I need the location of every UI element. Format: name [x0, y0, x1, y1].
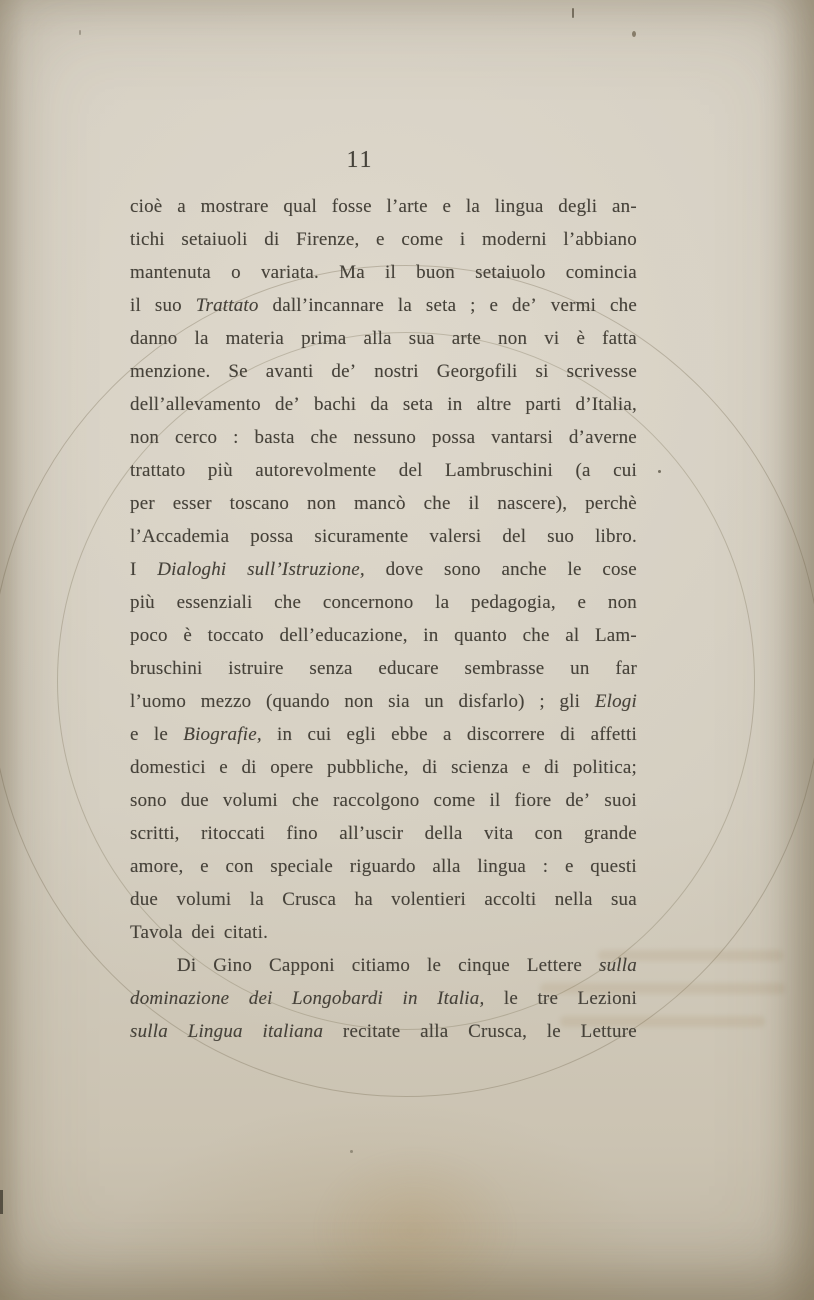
text-line: [130, 454, 637, 487]
word: sono: [444, 559, 481, 580]
word: seta: [402, 394, 434, 415]
word: raccolgono: [333, 790, 420, 811]
word: affetti: [590, 724, 637, 745]
word: a: [177, 196, 186, 217]
italic-word: Lingua: [187, 1021, 243, 1042]
word: il: [489, 790, 501, 811]
word: ebbe: [391, 724, 428, 745]
word: in: [423, 625, 439, 646]
word: che: [423, 493, 451, 514]
word: di: [241, 757, 257, 778]
word: amore,: [130, 856, 184, 877]
word: Georgofili: [436, 361, 518, 382]
italic-word: sull’Istruzione,: [247, 559, 365, 580]
word: dove: [385, 559, 424, 580]
word: che: [291, 790, 319, 811]
word: con: [534, 823, 563, 844]
word: fatta: [602, 328, 637, 349]
word: de’: [331, 361, 357, 382]
italic-word: sulla: [130, 1021, 168, 1042]
word: far: [615, 658, 637, 679]
text-line: [130, 520, 637, 553]
text-line: [130, 487, 637, 520]
word: le: [503, 988, 518, 1009]
word: domestici: [130, 757, 206, 778]
word: l’Accademia: [130, 526, 230, 547]
word: toscano: [229, 493, 290, 514]
word: e: [442, 196, 452, 217]
word: (a: [575, 460, 591, 481]
word: (quando: [265, 691, 330, 712]
word: ha: [354, 889, 373, 910]
word: le: [427, 955, 442, 976]
word: che: [310, 427, 338, 448]
text-line: [130, 718, 637, 751]
word: il: [468, 493, 480, 514]
word: la: [194, 328, 209, 349]
word: e: [219, 757, 228, 778]
word: scrivesse: [566, 361, 637, 382]
italic-word: in: [402, 988, 418, 1009]
text-line: [130, 586, 637, 619]
word: volumi: [176, 889, 232, 910]
word: Di: [176, 955, 197, 976]
word: ritoccati: [201, 823, 266, 844]
word: cioè: [130, 196, 163, 217]
word: vermi: [550, 295, 597, 316]
word: vi: [544, 328, 560, 349]
word: come: [401, 229, 444, 250]
word: cui: [613, 460, 637, 481]
word: non: [307, 493, 337, 514]
word: comincia: [565, 262, 637, 283]
word: :: [233, 427, 239, 448]
page-edge-mark: [0, 1190, 3, 1214]
word: de’: [275, 394, 300, 415]
word: dell’allevamento: [130, 394, 261, 415]
word: citiamo: [351, 955, 411, 976]
word: cinque: [458, 955, 510, 976]
word: le: [567, 559, 582, 580]
word: la: [465, 196, 481, 217]
word: possa: [250, 526, 294, 547]
word: l’abbiano: [563, 229, 637, 250]
text-line: [130, 322, 637, 355]
text-block: [130, 190, 637, 1048]
word: sua: [610, 889, 637, 910]
text-line: [130, 817, 637, 850]
text-line: [130, 223, 637, 256]
word: sembrasse: [464, 658, 545, 679]
word: non: [607, 592, 637, 613]
word: vita: [483, 823, 514, 844]
word: alla: [432, 856, 461, 877]
word: fino: [286, 823, 318, 844]
word: mezzo: [200, 691, 252, 712]
word: trattato: [130, 460, 186, 481]
word: dall’incannare: [272, 295, 384, 316]
word: istruire: [228, 658, 284, 679]
word: un: [570, 658, 590, 679]
word: recitate: [342, 1021, 401, 1042]
word: e: [130, 724, 139, 745]
word: sia: [388, 691, 410, 712]
word: del: [398, 460, 423, 481]
word: d’averne: [568, 427, 637, 448]
paper-speck: [79, 30, 81, 35]
italic-word: italiana: [262, 1021, 324, 1042]
paper-speck: [632, 31, 636, 37]
word: lingua: [477, 856, 527, 877]
word: perchè: [585, 493, 637, 514]
italic-word: Dialoghi: [157, 559, 227, 580]
word: non: [130, 427, 160, 448]
word: degli: [558, 196, 598, 217]
word: setaiuolo: [475, 262, 546, 283]
word: e: [200, 856, 209, 877]
word: parti: [525, 394, 562, 415]
word: Crusca,: [468, 1021, 528, 1042]
word: fiore: [514, 790, 552, 811]
word: possa: [432, 427, 476, 448]
word: il: [130, 295, 141, 316]
word: non: [498, 328, 528, 349]
word: alla: [420, 1021, 449, 1042]
word: dell’educazione,: [279, 625, 408, 646]
italic-word: dei: [248, 988, 273, 1009]
word: prima: [301, 328, 347, 349]
word: moderni: [482, 229, 547, 250]
word: anche: [501, 559, 547, 580]
text-line: [130, 982, 637, 1015]
text-line: [130, 256, 637, 289]
word: an-: [612, 196, 637, 217]
italic-word: Longobardi: [292, 988, 384, 1009]
word: mancò: [354, 493, 406, 514]
word: opere: [270, 757, 314, 778]
word: quanto: [454, 625, 508, 646]
word: :: [542, 856, 549, 877]
word: concernono: [322, 592, 414, 613]
word: volumi: [222, 790, 278, 811]
text-line: [130, 421, 637, 454]
text-line: [130, 685, 637, 718]
word: si: [535, 361, 549, 382]
word: senza: [309, 658, 353, 679]
word: della: [424, 823, 463, 844]
word: la: [249, 889, 264, 910]
word: scritti,: [130, 823, 180, 844]
word: tre: [537, 988, 559, 1009]
word: all’uscir: [339, 823, 404, 844]
word: le: [546, 1021, 561, 1042]
word: d’Italia,: [575, 394, 637, 415]
word: Lambruschini: [445, 460, 553, 481]
word: al: [565, 625, 580, 646]
word: variata.: [260, 262, 319, 283]
paragraph: [130, 190, 637, 949]
word: più: [130, 592, 155, 613]
word: pedagogia,: [471, 592, 556, 613]
word: suoi: [604, 790, 637, 811]
word: cose: [602, 559, 637, 580]
word: con: [225, 856, 254, 877]
word: più: [207, 460, 233, 481]
word: accolti: [484, 889, 537, 910]
word: avanti: [265, 361, 314, 382]
word: materia: [225, 328, 285, 349]
word: è: [576, 328, 586, 349]
word: poco: [130, 625, 168, 646]
italic-word: Italia,: [437, 988, 485, 1009]
paper-stain: [315, 1150, 515, 1300]
text-line: [130, 883, 637, 916]
text-line: [130, 619, 637, 652]
word: Lettere: [526, 955, 583, 976]
word: in: [277, 724, 293, 745]
paragraph: [130, 949, 637, 1048]
word: altre: [476, 394, 512, 415]
word: autorevolmente: [255, 460, 377, 481]
word: e: [577, 592, 587, 613]
word: Lezioni: [577, 988, 637, 1009]
text-line: [130, 850, 637, 883]
word: la: [435, 592, 450, 613]
word: dei: [191, 922, 216, 943]
word: seta: [425, 295, 457, 316]
word: per: [130, 493, 155, 514]
word: sono: [130, 790, 167, 811]
italic-word: sulla: [598, 955, 637, 976]
word: alla: [363, 328, 392, 349]
word: bachi: [314, 394, 357, 415]
word: valersi: [429, 526, 482, 547]
word: de’: [565, 790, 591, 811]
word: cerco: [175, 427, 218, 448]
word: bruschini: [130, 658, 203, 679]
word: gli: [559, 691, 581, 712]
word: ;: [470, 295, 476, 316]
text-line: [130, 289, 637, 322]
word: e: [376, 229, 385, 250]
word: i: [459, 229, 466, 250]
word: grande: [584, 823, 637, 844]
word: Ma: [339, 262, 365, 283]
word: di: [544, 757, 560, 778]
text-line: [130, 1015, 637, 1048]
word: riguardo: [349, 856, 416, 877]
text-line: [130, 652, 637, 685]
word: è: [183, 625, 192, 646]
word: due: [180, 790, 209, 811]
word: da: [370, 394, 389, 415]
word: Firenze,: [296, 229, 360, 250]
text-line: [130, 916, 637, 949]
word: setaiuoli: [181, 229, 248, 250]
word: esser: [172, 493, 212, 514]
word: qual: [283, 196, 317, 217]
italic-word: Elogi: [594, 691, 637, 712]
word: di: [264, 229, 280, 250]
word: buon: [416, 262, 455, 283]
word: e: [564, 856, 574, 877]
word: del: [502, 526, 527, 547]
text-line: [130, 949, 637, 982]
text-line: [130, 190, 637, 223]
word: nostri: [374, 361, 419, 382]
word: che: [522, 625, 550, 646]
word: Tavola: [130, 922, 183, 943]
text-line: [130, 784, 637, 817]
italic-word: Biografie,: [183, 724, 262, 745]
word: che: [274, 592, 302, 613]
word: I: [130, 559, 137, 580]
word: danno: [130, 328, 178, 349]
italic-word: dominazione: [130, 988, 230, 1009]
word: o: [231, 262, 241, 283]
paper-speck: [658, 470, 661, 473]
word: citati.: [223, 922, 269, 943]
text-line: [130, 355, 637, 388]
word: Crusca: [282, 889, 337, 910]
word: nascere),: [497, 493, 568, 514]
word: volentieri: [391, 889, 466, 910]
word: le: [153, 724, 169, 745]
word: tichi: [130, 229, 165, 250]
word: la: [397, 295, 412, 316]
word: menzione.: [130, 361, 211, 382]
page-number: 11: [346, 147, 374, 173]
word: politica;: [572, 757, 637, 778]
word: che: [610, 295, 637, 316]
word: discorrere: [466, 724, 545, 745]
word: non: [344, 691, 374, 712]
text-line: [130, 751, 637, 784]
word: de’: [512, 295, 537, 316]
word: egli: [346, 724, 376, 745]
word: mantenuta: [130, 262, 211, 283]
word: ;: [539, 691, 545, 712]
word: sicuramente: [314, 526, 409, 547]
word: un: [424, 691, 444, 712]
word: Letture: [580, 1021, 637, 1042]
word: Gino: [213, 955, 253, 976]
word: cui: [307, 724, 332, 745]
italic-word: Trattato: [195, 295, 259, 316]
word: suo: [154, 295, 182, 316]
word: fosse: [331, 196, 372, 217]
word: vantarsi: [491, 427, 553, 448]
word: speciale: [270, 856, 334, 877]
word: in: [447, 394, 463, 415]
word: lingua: [494, 196, 544, 217]
word: nessuno: [353, 427, 417, 448]
word: sua: [408, 328, 435, 349]
word: a: [443, 724, 452, 745]
word: e: [489, 295, 499, 316]
word: Lam-: [594, 625, 637, 646]
word: scienza: [451, 757, 509, 778]
word: l’arte: [386, 196, 428, 217]
paper-speck: [572, 8, 574, 18]
word: questi: [590, 856, 637, 877]
paper-speck: [350, 1150, 353, 1153]
text-line: [130, 388, 637, 421]
word: due: [130, 889, 159, 910]
word: basta: [254, 427, 295, 448]
word: disfarlo): [458, 691, 525, 712]
word: mostrare: [200, 196, 269, 217]
word: Capponi: [268, 955, 335, 976]
word: l’uomo: [130, 691, 187, 712]
word: il: [385, 262, 397, 283]
word: come: [433, 790, 476, 811]
text-line: [130, 553, 637, 586]
word: arte: [451, 328, 481, 349]
word: di: [560, 724, 576, 745]
word: di: [422, 757, 438, 778]
word: Se: [228, 361, 248, 382]
word: pubbliche,: [327, 757, 409, 778]
word: libro.: [595, 526, 637, 547]
word: nella: [554, 889, 593, 910]
word: toccato: [207, 625, 264, 646]
word: suo: [547, 526, 575, 547]
word: educare: [378, 658, 439, 679]
word: essenziali: [176, 592, 253, 613]
word: e: [521, 757, 531, 778]
